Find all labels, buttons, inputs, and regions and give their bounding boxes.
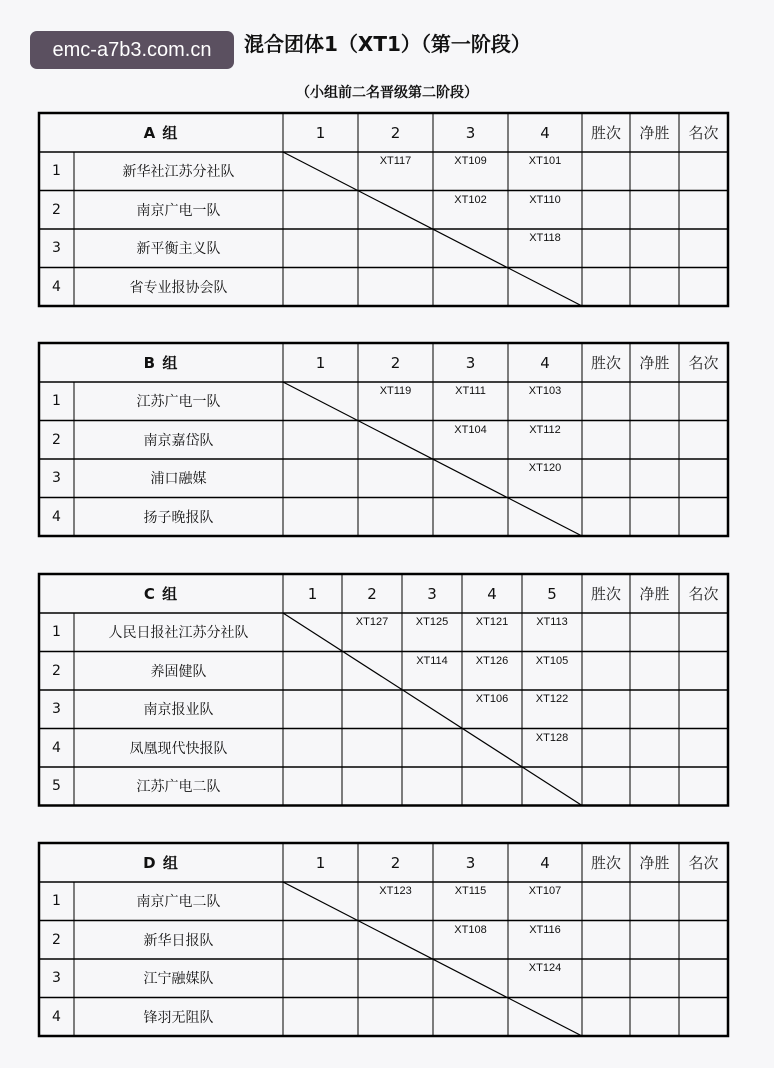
row-number: 3 — [52, 701, 61, 718]
column-number-1: 1 — [307, 584, 318, 603]
stat-header: 名次 — [688, 124, 719, 142]
team-name: 南京嘉岱队 — [143, 432, 214, 449]
match-code: XT113 — [536, 616, 568, 628]
group-name: A 组 — [143, 124, 179, 142]
match-code: XT122 — [535, 693, 569, 705]
team-name: 养固健队 — [150, 663, 207, 680]
match-code: XT119 — [379, 385, 412, 397]
team-name: 新平衡主义队 — [136, 241, 221, 258]
row-number: 4 — [52, 739, 61, 756]
match-code: XT110 — [529, 193, 561, 206]
group-name: C 组 — [143, 585, 179, 603]
match-code: XT118 — [529, 232, 561, 244]
row-number: 1 — [52, 624, 61, 641]
row-number: 1 — [52, 893, 61, 910]
stat-header: 胜次 — [590, 585, 621, 603]
column-number-1: 1 — [315, 353, 326, 372]
row-number: 1 — [52, 393, 61, 410]
stat-header: 名次 — [688, 854, 719, 872]
column-number-3: 3 — [465, 853, 476, 872]
match-code: XT109 — [454, 155, 487, 167]
team-name: 南京广电一队 — [136, 202, 221, 219]
match-code: XT106 — [475, 693, 509, 705]
team-name: 凤凰现代快报队 — [129, 740, 228, 757]
column-number-4: 4 — [540, 353, 550, 372]
row-number: 3 — [52, 970, 61, 987]
column-number-3: 3 — [465, 353, 476, 372]
row-number: 5 — [52, 778, 61, 795]
stat-header: 净胜 — [639, 354, 670, 372]
stat-header: 名次 — [688, 354, 719, 372]
match-code: XT105 — [535, 654, 569, 667]
row-number: 4 — [52, 278, 61, 295]
stat-header: 净胜 — [639, 854, 670, 872]
column-number-2: 2 — [367, 584, 377, 603]
match-code: XT102 — [454, 193, 487, 206]
team-name: 江苏广电二队 — [136, 779, 221, 796]
stat-header: 名次 — [688, 585, 719, 603]
team-name: 江宁融媒队 — [143, 971, 214, 988]
match-code: XT101 — [528, 155, 562, 167]
team-name: 南京报业队 — [143, 702, 214, 719]
match-code: XT127 — [355, 616, 389, 628]
match-code: XT114 — [416, 654, 448, 667]
team-name: 南京广电二队 — [136, 894, 221, 911]
match-code: XT117 — [379, 155, 412, 167]
column-number-3: 3 — [427, 584, 437, 603]
match-code: XT125 — [415, 616, 449, 628]
row-number: 2 — [52, 931, 61, 948]
column-number-2: 2 — [390, 353, 401, 372]
match-code: XT108 — [454, 923, 487, 936]
column-number-4: 4 — [540, 123, 550, 142]
stat-header: 净胜 — [639, 124, 670, 142]
match-code: XT124 — [528, 962, 562, 974]
match-code: XT116 — [529, 923, 561, 936]
team-name: 新华社江苏分社队 — [122, 164, 235, 181]
row-number: 1 — [52, 163, 61, 180]
group-d-table — [39, 843, 728, 1036]
stat-header: 胜次 — [590, 854, 621, 872]
column-number-2: 2 — [390, 123, 401, 142]
row-number: 4 — [52, 508, 61, 525]
stat-header: 胜次 — [590, 354, 621, 372]
column-number-2: 2 — [390, 853, 401, 872]
group-a-table — [39, 113, 728, 306]
stat-header: 净胜 — [639, 585, 670, 603]
column-number-5: 5 — [547, 584, 557, 603]
match-code: XT115 — [454, 885, 487, 897]
diagonal-line — [283, 613, 582, 806]
team-name: 人民日报社江苏分社队 — [108, 625, 249, 642]
column-number-4: 4 — [540, 853, 550, 872]
page-subtitle: （小组前二名晋级第二阶段） — [296, 85, 478, 101]
match-code: XT104 — [454, 423, 487, 436]
row-number: 2 — [52, 201, 61, 218]
column-number-1: 1 — [315, 853, 326, 872]
watermark-badge: emc-a7b3.com.cn — [30, 31, 234, 69]
match-code: XT103 — [528, 385, 562, 397]
stat-header: 胜次 — [590, 124, 621, 142]
row-number: 3 — [52, 470, 61, 487]
team-name: 江苏广电一队 — [136, 394, 221, 411]
team-name: 锋羽无阻队 — [143, 1009, 214, 1026]
match-code: XT128 — [535, 731, 569, 744]
team-name: 浦口融媒 — [150, 471, 207, 488]
match-code: XT111 — [455, 385, 486, 397]
column-number-4: 4 — [487, 584, 497, 603]
match-code: XT120 — [528, 462, 562, 474]
row-number: 2 — [52, 662, 61, 679]
team-name: 扬子晚报队 — [143, 509, 214, 526]
team-name: 新华日报队 — [143, 932, 214, 949]
match-code: XT126 — [475, 654, 509, 667]
group-b-table — [39, 343, 728, 536]
match-code: XT107 — [528, 885, 562, 897]
row-number: 2 — [52, 431, 61, 448]
column-number-3: 3 — [465, 123, 476, 142]
match-code: XT112 — [529, 423, 561, 436]
column-number-1: 1 — [315, 123, 326, 142]
row-number: 4 — [52, 1008, 61, 1025]
match-code: XT123 — [379, 885, 412, 897]
group-name: B 组 — [143, 354, 179, 372]
match-code: XT121 — [475, 616, 509, 628]
page-title: 混合团体1（XT1）（第一阶段） — [244, 32, 531, 56]
row-number: 3 — [52, 240, 61, 257]
group-c-table — [39, 574, 728, 806]
team-name: 省专业报协会队 — [129, 279, 228, 296]
group-name: D 组 — [143, 854, 179, 872]
